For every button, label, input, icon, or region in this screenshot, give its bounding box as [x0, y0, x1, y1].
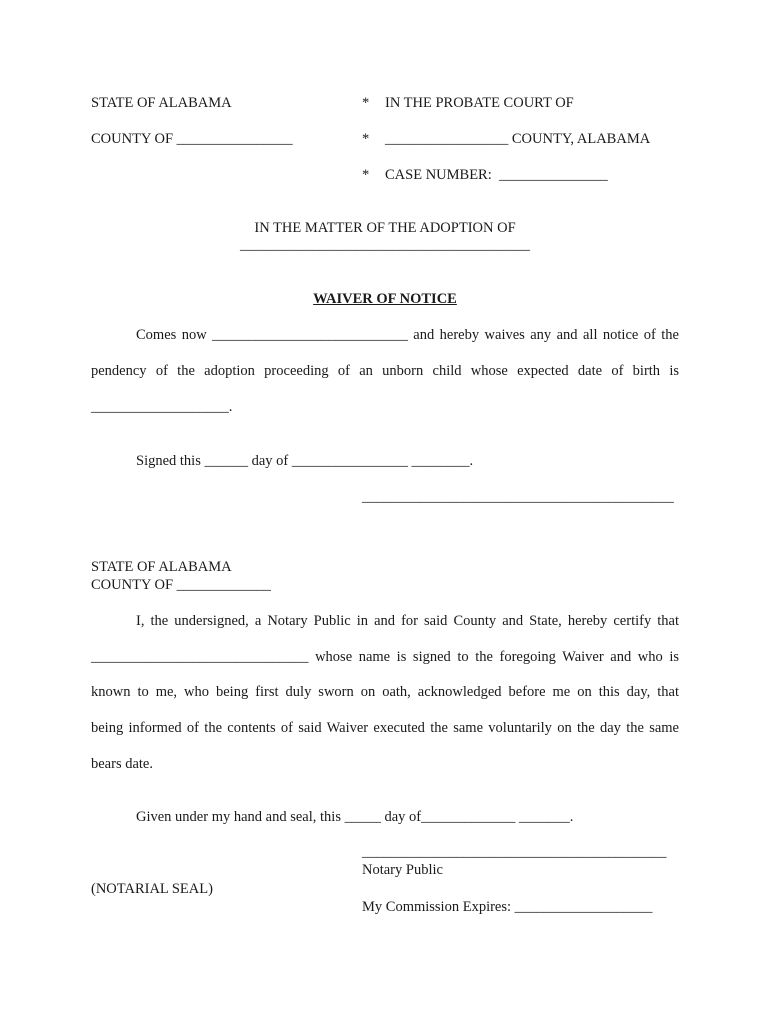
given-under-hand-line: Given under my hand and seal, this _____ day of_____________ _______.	[136, 809, 574, 825]
notary-paragraph-line-1: I, the undersigned, a Notary Public in and for said County and State, hereby certify that	[136, 613, 679, 629]
document-title: WAIVER OF NOTICE	[313, 291, 457, 307]
caption-star: *	[362, 95, 370, 111]
waiver-line-1: Comes now ___________________________ and hereby waives any and all notice of the	[136, 327, 679, 343]
case-number-field: CASE NUMBER: _______________	[385, 167, 608, 183]
notary-paragraph-line-5: bears date.	[91, 756, 153, 772]
court-county-field: _________________ COUNTY, ALABAMA	[385, 131, 651, 147]
notary-paragraph-line-2: ______________________________ whose name is signed to the foregoing Waiver and who is	[91, 649, 679, 665]
birth-date-field: ___________________.	[91, 399, 233, 415]
caption-county: COUNTY OF ________________	[91, 131, 293, 147]
adoptee-name-field: ________________________________________	[240, 237, 530, 253]
notary-county: COUNTY OF _____________	[91, 577, 271, 593]
caption-state: STATE OF ALABAMA	[91, 95, 232, 111]
notary-public-label: Notary Public	[362, 862, 443, 878]
probate-court-heading: IN THE PROBATE COURT OF	[385, 95, 574, 111]
commission-expires-field: My Commission Expires: ___________________	[362, 899, 653, 915]
notary-paragraph-line-3: known to me, who being first duly sworn on oath, acknowledged before me on this day, that	[91, 684, 679, 700]
matter-heading: IN THE MATTER OF THE ADOPTION OF	[254, 220, 516, 236]
notary-signature-line: __________________________________________	[362, 844, 667, 860]
caption-star: *	[362, 167, 370, 183]
waiver-line-2: pendency of the adoption proceeding of an unborn child whose expected date of birth is	[91, 363, 679, 379]
waiver-signature-line: ___________________________________________	[362, 489, 674, 505]
notary-paragraph-line-4: being informed of the contents of said Waiver executed the same voluntarily on the day the same	[91, 720, 679, 736]
notary-state: STATE OF ALABAMA	[91, 559, 232, 575]
signed-date-line: Signed this ______ day of ________________ ________.	[136, 453, 474, 469]
notarial-seal-label: (NOTARIAL SEAL)	[91, 881, 213, 897]
caption-star: *	[362, 131, 370, 147]
